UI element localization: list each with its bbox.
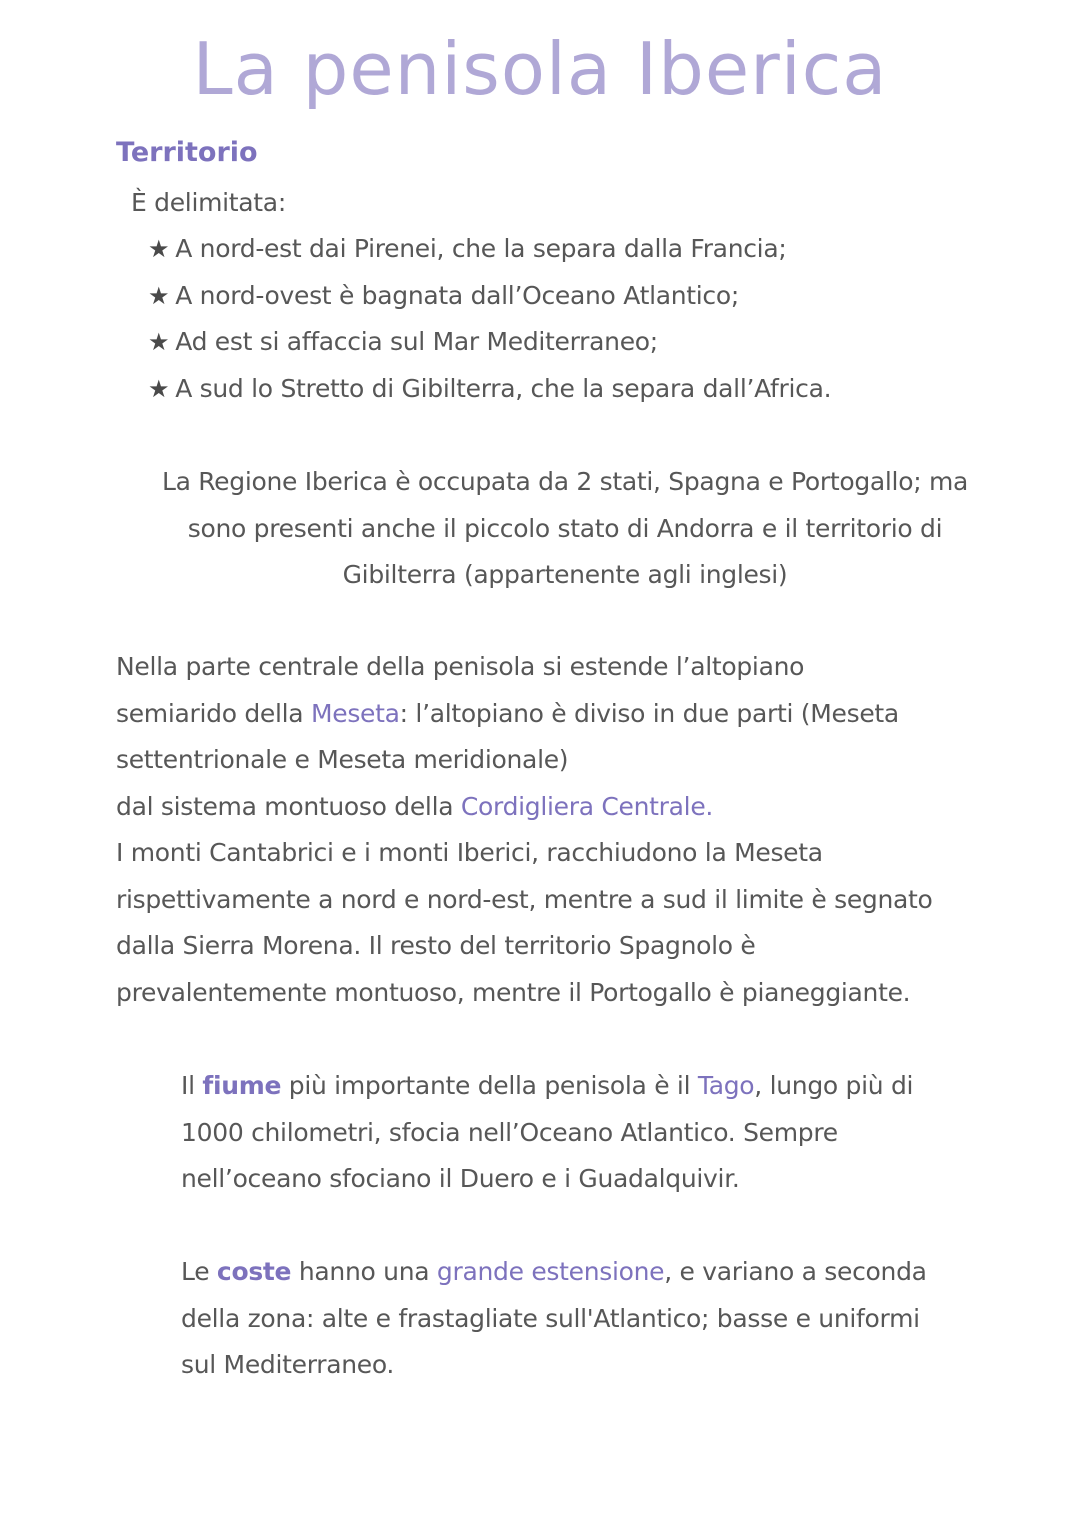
highlight-meseta: Meseta (310, 698, 400, 728)
regione-paragraph: La Regione Iberica è occupata da 2 stati, Spagna e Portogallo; ma sono presenti anche il piccolo stato di Andorra e il territorio di Gibilterra (appartenente agli inglesi) (161, 467, 969, 589)
keyword-fiume: fiume (202, 1071, 282, 1100)
list-item: ★ A sud lo Stretto di Gibilterra, che la separa dall’Africa. (148, 366, 831, 413)
highlight-tago: Tago (697, 1071, 755, 1100)
coste-paragraph: Le coste hanno una grande estensione, e variano a seconda della zona: alte e frastagliate sull'Atlantico; basse e uniformi sul Mediterraneo. (181, 1257, 927, 1379)
page-title: La penisola Iberica (192, 27, 888, 111)
highlight-estensione: grande estensione (436, 1257, 665, 1286)
intro-text: È delimitata: (131, 188, 286, 217)
meseta-paragraph: Nella parte centrale della penisola si estende l’altopiano semiarido della Meseta: l’altopiano è diviso in due parti (Meseta settentrionale e Meseta meridionale) dal sistema montuoso della Cordigliera Centrale. I monti Cantabrici e i monti Iberici, racchiudono la Meseta rispettivamente a nord e nord-est, mentre a sud il limite è segnato dalla Sierra Morena. Il resto del territorio Spagnolo è prevalentemente montuoso, mentre il Portogallo è pianeggiante. (116, 652, 933, 1007)
list-item: ★ A nord-ovest è bagnata dall’Oceano Atlantico; (148, 273, 831, 320)
list-item: ★ Ad est si affaccia sul Mar Mediterraneo; (148, 319, 831, 366)
star-icon: ★ (148, 281, 170, 310)
star-icon: ★ (148, 235, 170, 263)
keyword-coste: coste (216, 1257, 292, 1286)
highlight-cordigliera: Cordigliera Centrale. (460, 791, 714, 821)
list-item: ★ A nord-est dai Pirenei, che la separa dalla Francia; (148, 226, 831, 273)
star-icon: ★ (148, 374, 170, 403)
boundary-list (148, 226, 831, 412)
star-icon: ★ (148, 328, 170, 356)
section-heading-territorio: Territorio (116, 137, 258, 168)
fiume-paragraph: Il fiume più importante della penisola è il Tago, lungo più di 1000 chilometri, sfocia nell’Oceano Atlantico. Sempre nell’oceano sfociano il Duero e i Guadalquivir. (181, 1071, 914, 1193)
